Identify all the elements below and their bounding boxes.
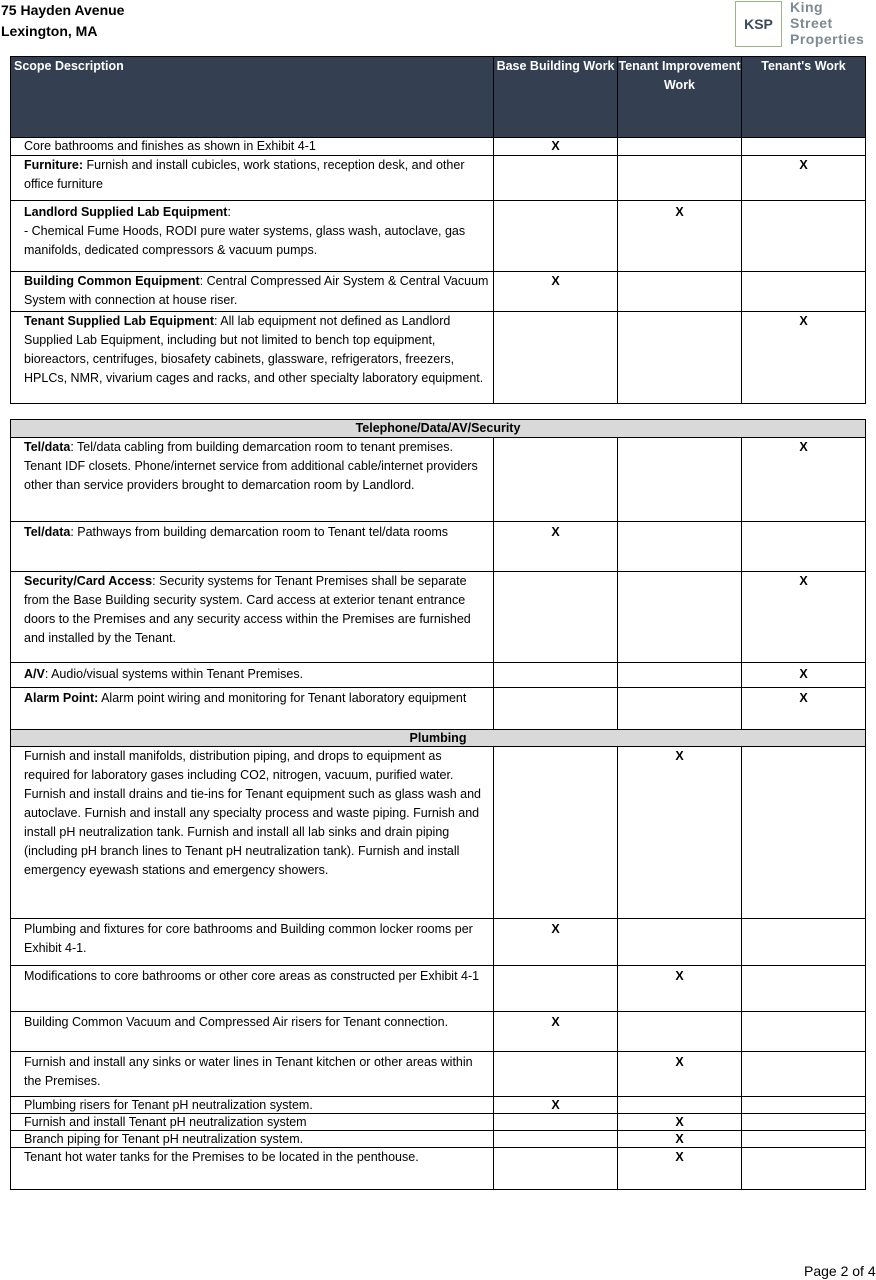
ti-mark [618,572,742,663]
ti-mark [618,688,742,730]
ti-mark [618,663,742,688]
row-label: Building Common Equipment [24,274,200,288]
table-row [11,138,866,156]
tenant-mark [742,522,866,572]
table-row [11,201,866,272]
table-row [11,966,866,1012]
logo-line-3: Properties [790,31,865,47]
tenant-mark [742,1097,866,1114]
row-label: Alarm Point: [24,691,99,705]
base-mark [494,1052,618,1097]
address-city: Lexington, MA [1,23,98,39]
table-row [11,572,866,663]
ti-mark: X [618,1131,742,1148]
row-description: Branch piping for Tenant pH neutralization system. [11,1131,494,1148]
row-text: : Tel/data cabling from building demarcation room to tenant premises. Tenant IDF closets. Phone/internet service from additional cable/internet providers other than service providers brought to demarcation room by Landlord. [24,440,478,492]
row-description [11,522,494,572]
row-description: Core bathrooms and finishes as shown in Exhibit 4-1 [11,138,494,156]
row-description: Tenant hot water tanks for the Premises to be located in the penthouse. [11,1148,494,1190]
ti-mark [618,1012,742,1052]
row-description [11,572,494,663]
row-description [11,272,494,312]
table-row [11,156,866,201]
base-mark: X [494,1012,618,1052]
ti-mark: X [618,1114,742,1131]
address-street: 75 Hayden Avenue [1,2,125,18]
row-text: : Security systems for Tenant Premises shall be separate from the Base Building security system. Card access at exterior tenant entrance doors to the Premises and any security access within the Premises are furnished and installed by the Tenant. [24,574,471,645]
section-title-plumbing: Plumbing [11,730,866,747]
base-mark [494,1114,618,1131]
row-text: Alarm point wiring and monitoring for Tenant laboratory equipment [98,691,467,705]
logo-line-2: Street [790,15,833,31]
table-row [11,747,866,919]
col-header-scope: Scope Description [11,57,494,138]
base-mark: X [494,919,618,966]
ti-mark: X [618,201,742,272]
ti-mark [618,156,742,201]
row-description: Building Common Vacuum and Compressed Air risers for Tenant connection. [11,1012,494,1052]
table-row [11,1097,866,1114]
base-mark [494,1148,618,1190]
base-mark: X [494,138,618,156]
tenant-mark: X [742,688,866,730]
base-mark: X [494,272,618,312]
row-label: Landlord Supplied Lab Equipment [24,205,228,219]
row-description [11,438,494,522]
row-description [11,663,494,688]
table-row [11,522,866,572]
row-label: Furniture: [24,158,84,172]
table-row [11,1148,866,1190]
table-row [11,272,866,312]
ti-mark [618,438,742,522]
tenant-mark [742,201,866,272]
base-mark: X [494,1097,618,1114]
tenant-mark [742,747,866,919]
row-text: : [227,205,231,219]
base-mark [494,1131,618,1148]
tenant-mark [742,919,866,966]
tenant-mark [742,1114,866,1131]
logo-abbreviation: KSP [735,1,782,47]
col-header-ti: Tenant Improvement Work [618,57,742,138]
ti-mark [618,919,742,966]
tenant-mark [742,272,866,312]
ti-mark: X [618,1052,742,1097]
row-description [11,201,494,272]
col-header-tenant: Tenant's Work [742,57,866,138]
row-label: Tel/data [24,525,71,539]
base-mark [494,572,618,663]
tenant-mark [742,966,866,1012]
row-label: Tenant Supplied Lab Equipment [24,314,215,328]
row-text: : All lab equipment not defined as Landlord Supplied Lab Equipment, including but not limited to bench top equipment, bioreactors, centrifuges, biosafety cabinets, glassware, refrigerators, freezers, HPLCs, NMR, vivarium cages and racks, and other specialty laboratory equipment. [24,314,484,385]
base-mark [494,201,618,272]
row-text: : Pathways from building demarcation room to Tenant tel/data rooms [70,525,449,539]
table-row [11,1052,866,1097]
row-description [11,312,494,404]
base-mark [494,688,618,730]
table-row [11,688,866,730]
table-row [11,438,866,522]
row-description: Plumbing risers for Tenant pH neutralization system. [11,1097,494,1114]
row-description [11,156,494,201]
row-description [11,688,494,730]
row-description: Plumbing and fixtures for core bathrooms and Building common locker rooms per Exhibit 4-1. [11,919,494,966]
base-mark [494,312,618,404]
table-row [11,1012,866,1052]
row-label: A/V [24,667,45,681]
logo-wordmark [790,0,864,47]
ti-mark [618,138,742,156]
property-address [1,0,124,42]
scope-table [10,56,866,1190]
tenant-mark: X [742,572,866,663]
row-text: : Central Compressed Air System & Central Vacuum System with connection at house riser. [24,274,489,307]
page-number: Page 2 of 4 [804,1263,876,1279]
tenant-mark [742,1148,866,1190]
ti-mark: X [618,747,742,919]
base-mark [494,663,618,688]
table-row [11,919,866,966]
tenant-mark [742,1012,866,1052]
tenant-mark [742,1052,866,1097]
table-row [11,1114,866,1131]
row-label: Security/Card Access [24,574,153,588]
base-mark [494,156,618,201]
row-text: Furnish and install cubicles, work stations, reception desk, and other office furniture [24,158,465,191]
company-logo [735,1,875,47]
base-mark [494,438,618,522]
ti-mark: X [618,966,742,1012]
tenant-mark: X [742,312,866,404]
ti-mark [618,522,742,572]
section-header-row [11,420,866,438]
section-header-row [11,730,866,747]
base-mark [494,966,618,1012]
tenant-mark: X [742,663,866,688]
ti-mark [618,272,742,312]
ti-mark [618,312,742,404]
row-text: : Audio/visual systems within Tenant Premises. [44,667,304,681]
spacer-row [11,404,866,420]
table-row [11,312,866,404]
section-title-telephone: Telephone/Data/AV/Security [11,420,866,438]
logo-line-1: King [790,0,824,15]
row-label: Tel/data [24,440,71,454]
row-description: Furnish and install any sinks or water lines in Tenant kitchen or other areas within the Premises. [11,1052,494,1097]
tenant-mark [742,138,866,156]
table-row [11,663,866,688]
row-description: Furnish and install Tenant pH neutralization system [11,1114,494,1131]
tenant-mark [742,1131,866,1148]
row-description: Furnish and install manifolds, distribution piping, and drops to equipment as required for laboratory gases including CO2, nitrogen, vacuum, purified water. Furnish and install drains and tie-ins for Tenant equipment such as glass wash and autoclave. Furnish and install any specialty process and waste piping. Furnish and install pH neutralization tank. Furnish and install all lab sinks and drain piping (including pH branch lines to Tenant pH neutralization tank). Furnish and install emergency eyewash stations and emergency showers. [11,747,494,919]
row-text-2: - Chemical Fume Hoods, RODI pure water systems, glass wash, autoclave, gas manifolds, dedicated compressors & vacuum pumps. [24,224,466,257]
col-header-base: Base Building Work [494,57,618,138]
tenant-mark: X [742,156,866,201]
base-mark: X [494,522,618,572]
table-row [11,1131,866,1148]
tenant-mark: X [742,438,866,522]
ti-mark: X [618,1148,742,1190]
base-mark [494,747,618,919]
row-description: Modifications to core bathrooms or other core areas as constructed per Exhibit 4-1 [11,966,494,1012]
table-header-row [11,57,866,138]
ti-mark [618,1097,742,1114]
